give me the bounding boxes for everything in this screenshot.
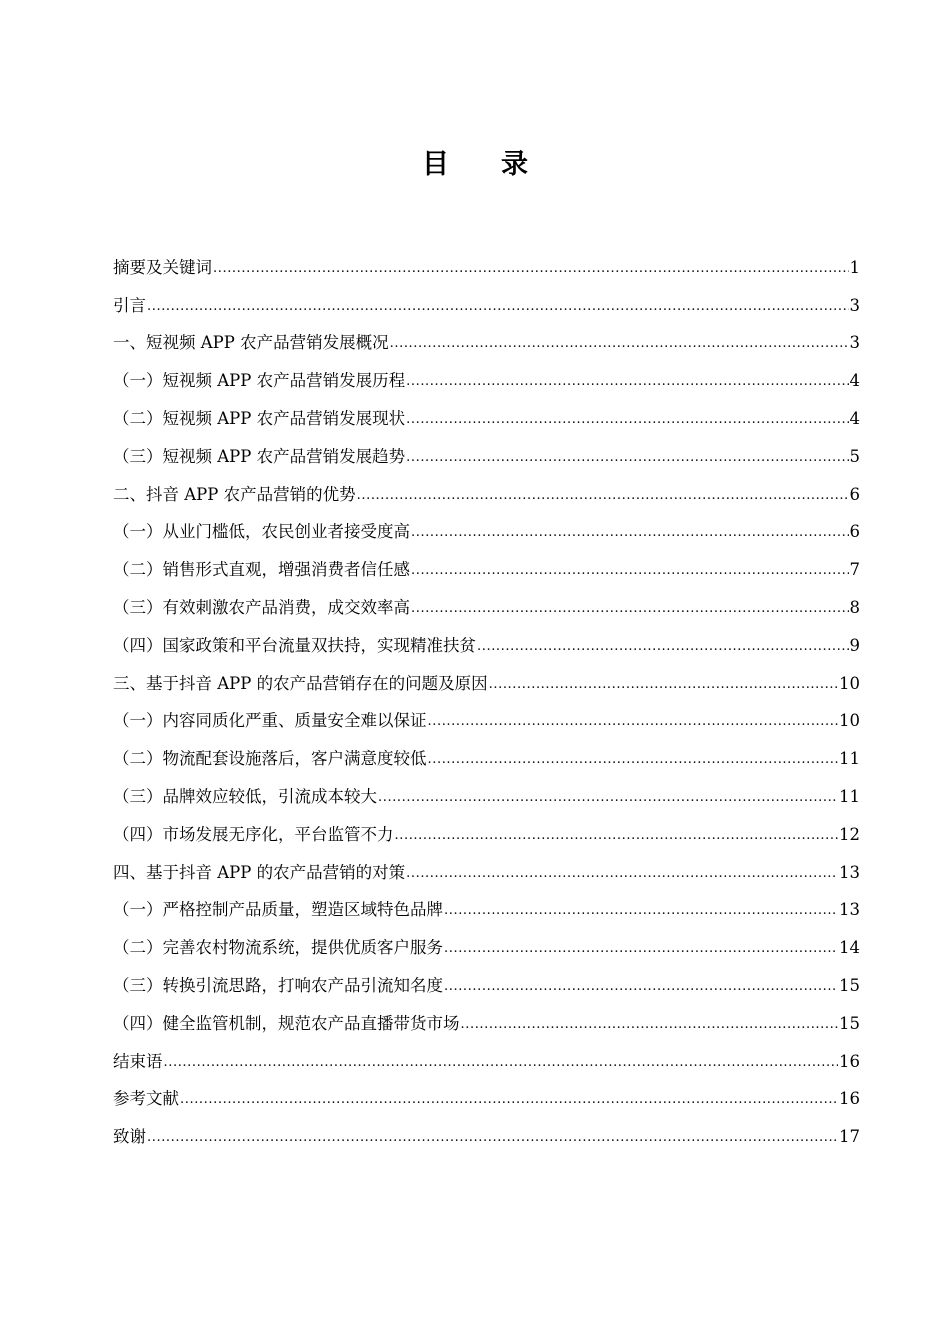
toc-entry-page: 7 <box>849 560 860 580</box>
toc-entry[interactable] <box>113 1034 860 1072</box>
dot-leader <box>147 298 849 316</box>
toc-entry-label: （四）健全监管机制，规范农产品直播带货市场 <box>113 1013 460 1033</box>
toc-entry[interactable] <box>113 656 860 694</box>
toc-entry-label: 致谢 <box>113 1127 146 1147</box>
toc-entry-page: 9 <box>849 635 860 655</box>
toc-entry-page: 8 <box>849 597 860 617</box>
toc-entry[interactable] <box>113 920 860 958</box>
toc-entry-page: 11 <box>839 749 860 769</box>
toc-entry[interactable] <box>113 391 860 429</box>
toc-entry[interactable] <box>113 1109 860 1147</box>
toc-entry[interactable] <box>113 618 860 656</box>
toc-entry[interactable] <box>113 996 860 1034</box>
toc-entry[interactable] <box>113 505 860 543</box>
toc-entry[interactable] <box>113 845 860 883</box>
toc-entry-label: 三、基于抖音 APP 的农产品营销存在的问题及原因 <box>113 673 488 693</box>
toc-entry-label: （三）短视频 APP 农产品营销发展趋势 <box>113 446 406 466</box>
toc-entry[interactable] <box>113 883 860 921</box>
toc-entry-page: 15 <box>839 1013 860 1033</box>
dot-leader <box>444 902 838 920</box>
toc-entry-page: 13 <box>839 900 860 920</box>
toc-title-part2: 录 <box>501 149 528 180</box>
dot-leader <box>164 1054 839 1072</box>
dot-leader <box>444 978 838 996</box>
toc-entry-label: 结束语 <box>113 1051 163 1071</box>
toc-entry-page: 5 <box>849 446 860 466</box>
toc-entry-label: （一）从业门槛低，农民创业者接受度高 <box>113 522 410 542</box>
toc-entry-label: 参考文献 <box>113 1089 179 1109</box>
dot-leader <box>406 373 848 391</box>
toc-entry[interactable] <box>113 316 860 354</box>
toc-title <box>0 142 950 181</box>
toc-entry[interactable] <box>113 769 860 807</box>
toc-entry-page: 14 <box>839 938 860 958</box>
toc-entry-label: （三）品牌效应较低，引流成本较大 <box>113 786 377 806</box>
toc-entry-label: 摘要及关键词 <box>113 257 212 277</box>
toc-entry-label: （二）完善农村物流系统，提供优质客户服务 <box>113 938 443 958</box>
dot-leader <box>428 713 839 731</box>
dot-leader <box>390 335 849 353</box>
toc-entry-label: （一）严格控制产品质量，塑造区域特色品牌 <box>113 900 443 920</box>
toc-entry-page: 16 <box>839 1089 860 1109</box>
toc-entry[interactable] <box>113 278 860 316</box>
toc-list <box>113 240 860 1147</box>
toc-entry-page: 4 <box>849 408 860 428</box>
dot-leader <box>411 600 849 618</box>
toc-entry[interactable] <box>113 353 860 391</box>
toc-entry[interactable] <box>113 958 860 996</box>
toc-entry-label: （四）市场发展无序化，平台监管不力 <box>113 824 394 844</box>
toc-entry-label: （四）国家政策和平台流量双扶持，实现精准扶贫 <box>113 635 476 655</box>
toc-entry[interactable] <box>113 240 860 278</box>
toc-entry-page: 11 <box>839 786 860 806</box>
toc-entry-page: 3 <box>849 333 860 353</box>
toc-entry[interactable] <box>113 467 860 505</box>
toc-entry[interactable] <box>113 580 860 618</box>
toc-entry[interactable] <box>113 1072 860 1110</box>
dot-leader <box>477 638 849 656</box>
toc-entry-page: 15 <box>839 975 860 995</box>
toc-entry[interactable] <box>113 429 860 467</box>
dot-leader <box>489 676 838 694</box>
toc-entry-label: 引言 <box>113 295 146 315</box>
toc-entry[interactable] <box>113 731 860 769</box>
toc-entry-page: 17 <box>839 1127 860 1147</box>
toc-entry-page: 13 <box>839 862 860 882</box>
toc-entry[interactable] <box>113 694 860 732</box>
toc-title-part1: 目 <box>422 149 449 180</box>
toc-entry-page: 4 <box>849 371 860 391</box>
toc-entry-label: 二、抖音 APP 农产品营销的优势 <box>113 484 356 504</box>
dot-leader <box>411 524 849 542</box>
dot-leader <box>213 260 849 278</box>
dot-leader <box>180 1091 838 1109</box>
dot-leader <box>406 449 848 467</box>
toc-entry-page: 3 <box>849 295 860 315</box>
toc-entry-label: （二）短视频 APP 农产品营销发展现状 <box>113 408 406 428</box>
dot-leader <box>406 865 838 883</box>
toc-entry[interactable] <box>113 807 860 845</box>
toc-entry-page: 12 <box>839 824 860 844</box>
toc-entry-label: 四、基于抖音 APP 的农产品营销的对策 <box>113 862 406 882</box>
toc-entry-page: 1 <box>849 257 860 277</box>
toc-entry-label: （二）物流配套设施落后，客户满意度较低 <box>113 749 427 769</box>
toc-entry-label: 一、短视频 APP 农产品营销发展概况 <box>113 333 389 353</box>
dot-leader <box>406 411 848 429</box>
toc-entry-label: （一）短视频 APP 农产品营销发展历程 <box>113 371 406 391</box>
toc-entry-page: 10 <box>839 711 860 731</box>
dot-leader <box>428 751 839 769</box>
toc-entry-label: （三）转换引流思路，打响农产品引流知名度 <box>113 975 443 995</box>
toc-entry-label: （一）内容同质化严重、质量安全难以保证 <box>113 711 427 731</box>
dot-leader <box>444 940 838 958</box>
toc-entry-page: 10 <box>839 673 860 693</box>
toc-entry[interactable] <box>113 542 860 580</box>
toc-entry-page: 6 <box>849 522 860 542</box>
dot-leader <box>461 1016 839 1034</box>
dot-leader <box>378 789 838 807</box>
dot-leader <box>411 562 849 580</box>
dot-leader <box>147 1129 838 1147</box>
toc-entry-label: （三）有效刺激农产品消费，成交效率高 <box>113 597 410 617</box>
dot-leader <box>395 827 839 845</box>
toc-entry-label: （二）销售形式直观，增强消费者信任感 <box>113 560 410 580</box>
toc-entry-page: 16 <box>839 1051 860 1071</box>
dot-leader <box>357 487 849 505</box>
toc-entry-page: 6 <box>849 484 860 504</box>
